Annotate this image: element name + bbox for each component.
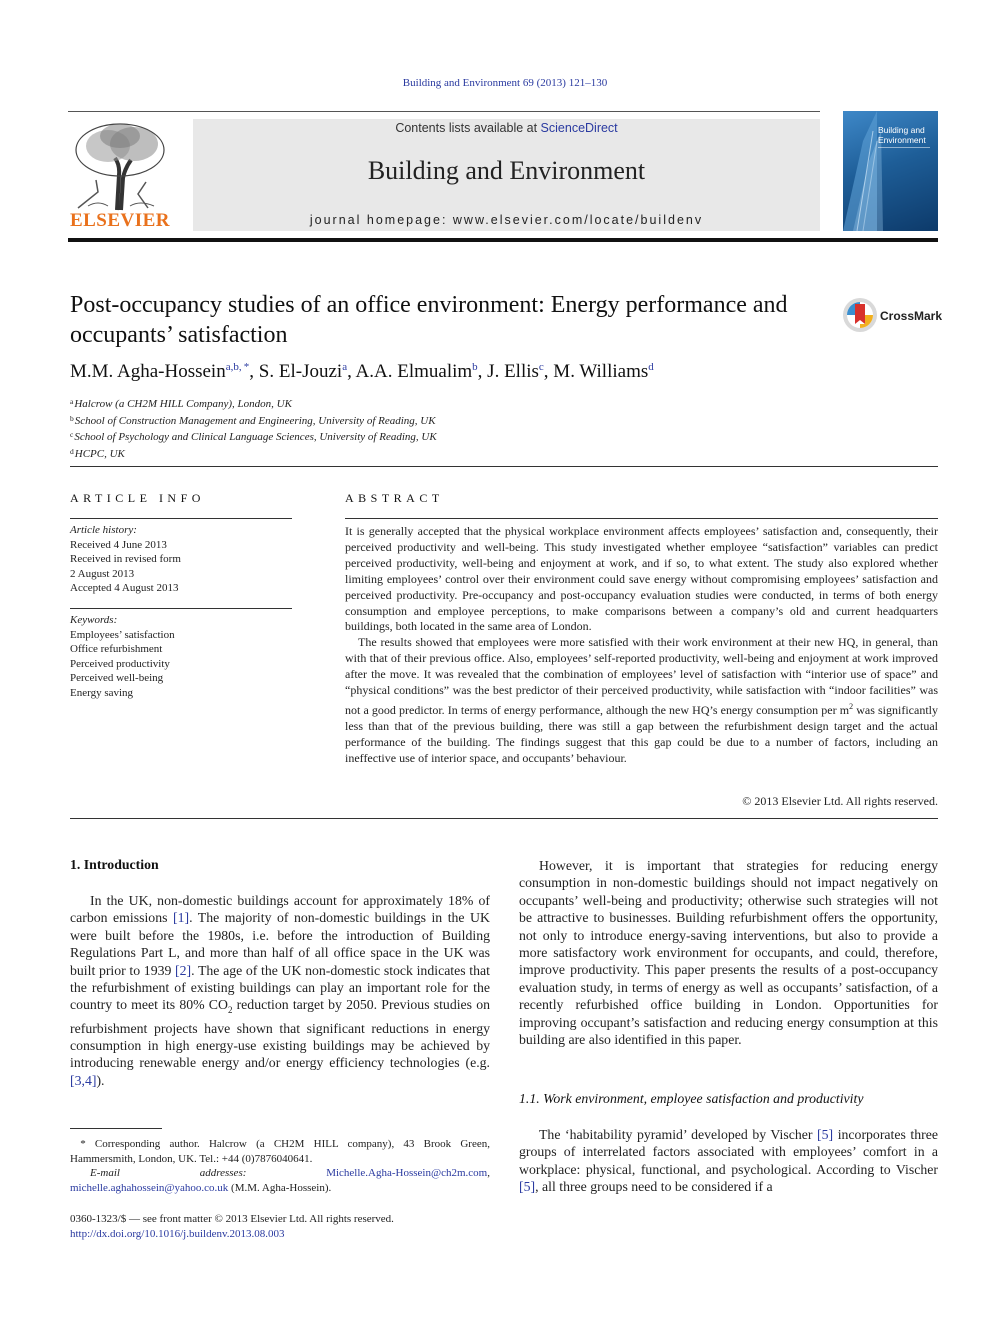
citation-link[interactable]: [3,4] bbox=[70, 1072, 97, 1088]
body-paragraph: However, it is important that strategies for reducing energy consumption in non-domestic buildings should not impact negatively on occupants’ well-being and productivity; otherwise such strategies will not be attractive to businesses. Building refurbishment offers the opportunity, not only to introduce energy-saving interventions, but also to provide a more satisfactory work environment for occupants, and could, therefore, improve productivity. This paper presents the results of a post-occupancy evaluation study, in terms of energy as well as occupants’ satisfaction, of a recently refurbished office building in London. Opportunities for improving occupant’s satisfaction and reducing energy consumption at this building are also identified in this paper. bbox=[519, 858, 938, 1048]
tree-logo-icon bbox=[68, 120, 172, 212]
subsection-body bbox=[519, 1126, 938, 1196]
elsevier-logo[interactable] bbox=[68, 120, 172, 232]
abstract-text-part: The results showed that employees were more satisfied with their work environment at their new HQ, in general, than with that of their previous office. Also, employees’ self-reported productivity, well-being and enjoyment at work improved after the move. It was revealed that the combination of employees’ level of satisfaction with “interior use of space” and “physical conditions” was the best predictor of their perceived productivity, while satisfaction with “indoor facilities” was not a good predictor. In terms of energy performance, although the new HQ’s energy consumption per m bbox=[345, 635, 938, 717]
abstract-paragraph: It is generally accepted that the physical workplace environment affects employees’ satisfaction and, consequently, their perceived productivity and well-being. This study investigated whether employee “satisfaction” variables can predict perceived productivity, well-being and enjoyment at work, and if so, to what extent. The study also explored whether limiting employees’ control over their environment could save energy without compromising employees’ satisfaction and perceived productivity. Pre-occupancy and post-occupancy evaluation studies were conducted, in terms of both energy consumption and employee perceptions, to make comparisons between a company’s old and current headquarters buildings, both located in the same area of London. bbox=[345, 524, 938, 634]
affiliation-line bbox=[70, 445, 437, 462]
email-owner: (M.M. Agha-Hossein). bbox=[228, 1181, 332, 1194]
affiliation-text: HCPC, UK bbox=[74, 447, 125, 460]
affiliations bbox=[70, 395, 437, 461]
author-affiliation-marker[interactable]: b bbox=[472, 361, 478, 373]
citation-link[interactable]: [5] bbox=[817, 1127, 834, 1142]
crossmark-icon bbox=[842, 297, 878, 333]
journal-citation[interactable]: Building and Environment 69 (2013) 121–130 bbox=[402, 77, 608, 89]
history-item: 2 August 2013 bbox=[70, 567, 135, 580]
abstract-paragraph bbox=[345, 635, 938, 766]
keyword-item: Perceived productivity bbox=[70, 657, 170, 670]
subscript: 2 bbox=[227, 1005, 233, 1016]
contents-line bbox=[193, 121, 820, 135]
affiliation-line bbox=[70, 412, 437, 429]
abstract-copyright: © 2013 Elsevier Ltd. All rights reserved. bbox=[742, 794, 938, 808]
history-item: Accepted 4 August 2013 bbox=[70, 582, 179, 594]
history-item: Received 4 June 2013 bbox=[70, 538, 167, 551]
cover-title bbox=[878, 125, 926, 145]
crossmark-badge[interactable] bbox=[842, 296, 942, 334]
journal-homepage[interactable]: journal homepage: www.elsevier.com/locate/buildenv bbox=[309, 213, 704, 227]
affiliation-line bbox=[70, 428, 437, 445]
issn-block bbox=[70, 1212, 394, 1241]
email-link[interactable]: Michelle.Agha-Hossein@ch2m.com bbox=[326, 1167, 488, 1179]
author-name[interactable]: M. Williams bbox=[553, 361, 649, 382]
article-info-heading: ARTICLE INFO bbox=[70, 491, 205, 505]
email-separator: , bbox=[487, 1167, 490, 1179]
history-item: Received in revised form bbox=[70, 553, 181, 565]
body-text: . The age of the UK non-domestic stock indicates that the refurbishment of existing buildings can play an important role for the country to meet its 80% CO bbox=[70, 962, 490, 1013]
publisher-logo-text: ELSEVIER bbox=[69, 210, 171, 231]
email-link[interactable]: michelle.aghahossein@yahoo.co.uk bbox=[70, 1181, 229, 1194]
keywords bbox=[70, 613, 292, 700]
corresponding-author-footnote bbox=[70, 1137, 490, 1195]
abstract-text-part: was significantly less than that of the previous building, there was still a gap between the refurbishment design target and the actual performance of the building. The findings suggest that this gap could be due to a number of factors, including an ineffective use of interior space, and occupants’ behaviour. bbox=[345, 702, 938, 765]
article-history bbox=[70, 523, 292, 596]
affiliation-key: a bbox=[70, 397, 74, 406]
body-paragraph bbox=[70, 892, 490, 1089]
affiliation-divider bbox=[70, 466, 938, 467]
body-text: In the UK, non-domestic buildings account for approximately 18% of carbon emissions bbox=[70, 893, 490, 926]
author-name[interactable]: M.M. Agha-Hossein bbox=[70, 361, 226, 382]
affiliation-text: School of Construction Management and Engineering, University of Reading, UK bbox=[74, 414, 436, 427]
contents-prefix: Contents lists available at bbox=[395, 121, 541, 135]
journal-cover-image[interactable] bbox=[843, 111, 938, 231]
abstract-bottom-rule bbox=[70, 818, 938, 819]
affiliation-key: c bbox=[70, 430, 74, 439]
keyword-item: Energy saving bbox=[70, 686, 134, 699]
article-info-rule bbox=[70, 518, 292, 519]
author-affiliation-marker[interactable]: c bbox=[538, 361, 544, 373]
body-text: The ‘habitability pyramid’ developed by Vischer bbox=[539, 1127, 818, 1142]
keyword-item: Office refurbishment bbox=[70, 643, 163, 655]
subsection-heading: 1.1. Work environment, employee satisfaction and productivity bbox=[519, 1091, 864, 1106]
author-name[interactable]: S. El-Jouzi bbox=[258, 361, 343, 382]
keyword-item: Employees’ satisfaction bbox=[70, 628, 175, 641]
citation-link[interactable]: [1] bbox=[172, 910, 190, 926]
keywords-rule bbox=[70, 608, 292, 609]
email-label: E-mail addresses: bbox=[90, 1167, 247, 1179]
issn-line: 0360-1323/$ — see front matter © 2013 Elsevier Ltd. All rights reserved. bbox=[70, 1213, 394, 1225]
abstract-rule bbox=[345, 518, 938, 519]
body-text: . The majority of non-domestic buildings in the UK were built before the 1980s, i.e. before the introduction of Building Regulations Part L, and more than half of all office space in the UK was built prior to 1939 bbox=[70, 910, 490, 978]
body-text: incorporates three groups of interrelated factors associated with employees’ comfort in a workplace: physical, functional, and psychological. According to Vischer bbox=[519, 1127, 938, 1177]
history-label: Article history: bbox=[70, 524, 137, 536]
affiliation-key: d bbox=[70, 446, 74, 456]
author-list: M.M. Agha-Hossein$^{a,b, *}$, S. El-Jouzi$^a$, A.A. Elmualim$^b$, J. Ellis$^c$, M. Williams$^d$ bbox=[70, 361, 654, 382]
author-affiliation-marker[interactable]: a,b, * bbox=[225, 361, 250, 373]
author-name[interactable]: J. Ellis bbox=[487, 361, 539, 382]
doi-link[interactable]: http://dx.doi.org/10.1016/j.buildenv.2013.08.003 bbox=[70, 1227, 285, 1240]
author-name[interactable]: A.A. Elmualim bbox=[355, 361, 473, 382]
journal-title: Building and Environment bbox=[367, 156, 646, 185]
intro-right-column bbox=[519, 857, 938, 1048]
cover-title-line2: Environment bbox=[878, 135, 926, 145]
author-affiliation-marker[interactable]: a bbox=[342, 361, 348, 373]
affiliation-key: b bbox=[70, 413, 74, 423]
body-text: reduction target by 2050. Previous studies on refurbishment projects have shown that significant reductions in energy consumption in high energy-use existing buildings may be achieved by introducing renewable energy and/or energy efficiency technologies (e.g. bbox=[70, 997, 490, 1071]
corresponding-note: * Corresponding author. Halcrow (a CH2M HILL company), 43 Brook Green, Hammersmith, London, UK. Tel.: +44 (0)7876040641. bbox=[70, 1138, 490, 1165]
affiliation-line bbox=[70, 395, 437, 412]
body-text: ). bbox=[96, 1072, 105, 1088]
body-text: , all three groups need to be considered if a bbox=[535, 1179, 773, 1195]
affiliation-text: School of Psychology and Clinical Language Sciences, University of Reading, UK bbox=[74, 431, 437, 443]
crossmark-label: CrossMark bbox=[880, 309, 943, 323]
footnote-rule bbox=[70, 1128, 162, 1129]
keyword-item: Perceived well-being bbox=[70, 672, 164, 684]
abstract-body bbox=[345, 524, 938, 767]
abstract-heading: ABSTRACT bbox=[345, 491, 444, 505]
cover-title-line1: Building and bbox=[878, 125, 925, 135]
keywords-label: Keywords: bbox=[70, 614, 118, 626]
email-line bbox=[70, 1166, 490, 1195]
article-title: Post-occupancy studies of an office environment: Energy performance and occupants’ satisfaction bbox=[70, 292, 788, 348]
author-affiliation-marker[interactable]: d bbox=[648, 361, 654, 373]
affiliation-text: Halcrow (a CH2M HILL Company), London, UK bbox=[74, 398, 292, 410]
cover-divider bbox=[878, 147, 930, 161]
body-paragraph bbox=[519, 1126, 938, 1196]
section-heading: 1. Introduction bbox=[70, 857, 159, 872]
header-top-rule bbox=[68, 111, 820, 112]
header-bottom-rule bbox=[68, 238, 938, 242]
superscript: 2 bbox=[849, 701, 854, 711]
intro-left-column bbox=[70, 892, 490, 1089]
sciencedirect-link[interactable]: ScienceDirect bbox=[540, 121, 618, 135]
citation-link[interactable]: [5] bbox=[519, 1179, 536, 1195]
citation-link[interactable]: [2] bbox=[175, 962, 192, 978]
